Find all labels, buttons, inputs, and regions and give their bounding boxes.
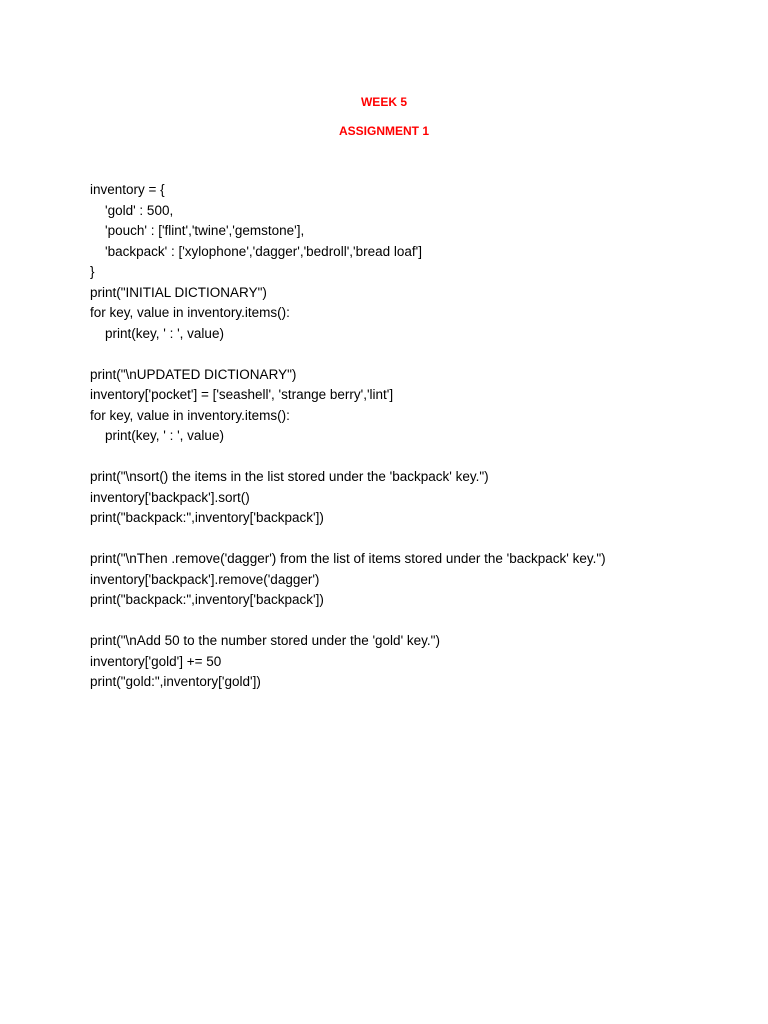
code-line: print("INITIAL DICTIONARY")	[90, 284, 267, 300]
code-line: inventory['gold'] += 50	[90, 653, 222, 669]
code-line: inventory = {	[90, 182, 165, 197]
code-line: inventory['backpack'].sort()	[90, 489, 250, 505]
code-line: inventory['backpack'].remove('dagger')	[90, 571, 320, 587]
code-line	[90, 344, 750, 365]
code-block	[90, 180, 750, 693]
code-line	[90, 611, 750, 632]
code-line: print("backpack:",inventory['backpack'])	[90, 592, 324, 607]
code-line: print(key, ' : ', value)	[90, 428, 224, 443]
code-line: print("gold:",inventory['gold'])	[90, 674, 261, 689]
code-line: 'gold' : 500,	[90, 202, 174, 218]
code-line: for key, value in inventory.items():	[90, 305, 290, 320]
code-line	[90, 529, 750, 550]
code-line: print("\nThen .remove('dagger') from the list of items stored under the 'backpack' key.")	[90, 551, 606, 566]
code-line: for key, value in inventory.items():	[90, 407, 290, 423]
code-line: }	[90, 264, 95, 279]
code-line: print(key, ' : ', value)	[90, 325, 224, 341]
code-line: 'pouch' : ['flint','twine','gemstone'],	[90, 223, 305, 238]
code-line: print("backpack:",inventory['backpack'])	[90, 510, 324, 525]
document-subtitle: ASSIGNMENT 1	[338, 124, 429, 138]
code-line: 'backpack' : ['xylophone','dagger','bedroll','bread loaf']	[90, 243, 422, 259]
code-line	[90, 447, 750, 468]
code-line: inventory['pocket'] = ['seashell', 'strange berry','lint']	[90, 387, 394, 402]
code-line: print("\nsort() the items in the list stored under the 'backpack' key.")	[90, 469, 489, 484]
code-line: print("\nAdd 50 to the number stored under the 'gold' key.")	[90, 633, 440, 648]
document-title: WEEK 5	[360, 95, 407, 109]
code-line: print("\nUPDATED DICTIONARY")	[90, 366, 297, 382]
